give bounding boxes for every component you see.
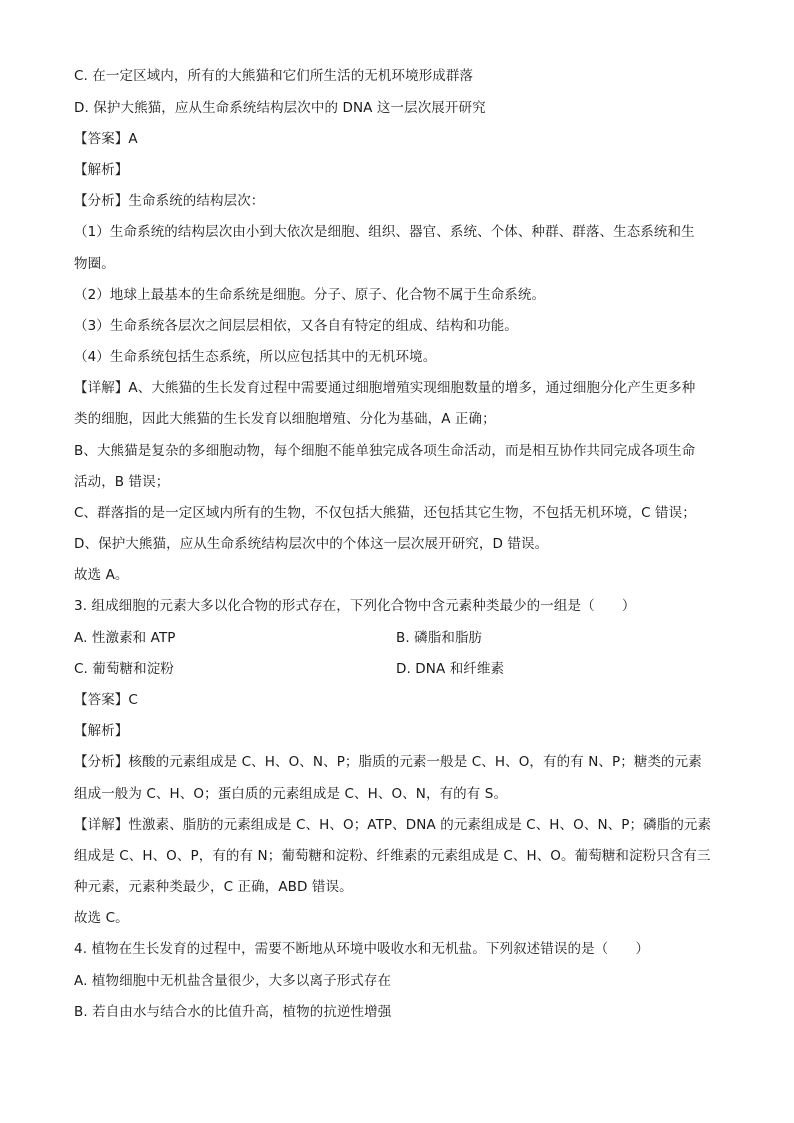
analysis-point-1: （1）生命系统的结构层次由小到大依次是细胞、组织、器官、系统、个体、种群、群落、生态系统和生 [74,224,695,240]
detail-q3: 【详解】性激素、脂肪的元素组成是 C、H、O；ATP、DNA 的元素组成是 C、H、O、N、P；磷脂的元素 [74,817,712,833]
option-c-q3: C. 葡萄糖和淀粉 [74,661,174,677]
analysis-point-1-cont: 物圈。 [74,256,115,272]
analysis-point-2: （2）地球上最基本的生命系统是细胞。分子、原子、化合物不属于生命系统。 [74,287,546,303]
analysis-point-3: （3）生命系统各层次之间层层相依，又各自有特定的组成、结构和功能。 [74,318,518,334]
conclusion-q2: 故选 A。 [74,567,129,583]
detail-a-q2-cont: 类的细胞，因此大熊猫的生长发育以细胞增殖、分化为基础，A 正确； [74,411,496,427]
option-a-q4: A. 植物细胞中无机盐含量很少，大多以离子形式存在 [74,973,392,989]
option-c-q2: C. 在一定区域内，所有的大熊猫和它们所生活的无机环境形成群落 [74,68,474,84]
detail-q3-cont-2: 种元素，元素种类最少，C 正确，ABD 错误。 [74,879,353,895]
question-3: 3. 组成细胞的元素大多以化合物的形式存在，下列化合物中含元素种类最少的一组是（ ） [74,598,636,614]
option-b-q4: B. 若自由水与结合水的比值升高，植物的抗逆性增强 [74,1004,392,1020]
analysis-heading-q3: 【解析】 [74,723,129,739]
answer-label-q3: 【答案】C [74,692,138,708]
option-d-q2: D. 保护大熊猫，应从生命系统结构层次中的 DNA 这一层次展开研究 [74,100,486,116]
option-a-q3: A. 性激素和 ATP [74,630,176,646]
question-4: 4. 植物在生长发育的过程中，需要不断地从环境中吸收水和无机盐。下列叙述错误的是（ ） [74,941,650,957]
conclusion-q3: 故选 C。 [74,910,129,926]
detail-b-q2-cont: 活动，B 错误； [74,474,170,490]
analysis-heading-q2: 【解析】 [74,162,129,178]
analysis-point-4: （4）生命系统包括生态系统，所以应包括其中的无机环境。 [74,349,437,365]
detail-a-q2: 【详解】A、大熊猫的生长发育过程中需要通过细胞增殖实现细胞数量的增多，通过细胞分化产生更多种 [74,380,696,396]
analysis-q3: 【分析】核酸的元素组成是 C、H、O、N、P；脂质的元素一般是 C、H、O，有的有 N、P；糖类的元素 [74,754,702,770]
detail-b-q2: B、大熊猫是复杂的多细胞动物，每个细胞不能单独完成各项生命活动，而是相互协作共同完成各项生命 [74,443,696,459]
detail-q3-cont-1: 组成是 C、H、O、P，有的有 N；葡萄糖和淀粉、纤维素的元素组成是 C、H、O。葡萄糖和淀粉只含有三 [74,848,711,864]
detail-d-q2: D、保护大熊猫，应从生命系统结构层次中的个体这一层次展开研究，D 错误。 [74,536,549,552]
analysis-q3-cont: 组成一般为 C、H、O；蛋白质的元素组成是 C、H、O、N，有的有 S。 [74,786,508,802]
option-b-q3: B. 磷脂和脂肪 [396,630,483,646]
answer-label-q2: 【答案】A [74,131,138,147]
detail-c-q2: C、群落指的是一定区域内所有的生物，不仅包括大熊猫，还包括其它生物，不包括无机环境，C 错误； [74,505,696,521]
option-d-q3: D. DNA 和纤维素 [396,661,505,677]
analysis-intro-q2: 【分析】生命系统的结构层次： [74,193,265,209]
